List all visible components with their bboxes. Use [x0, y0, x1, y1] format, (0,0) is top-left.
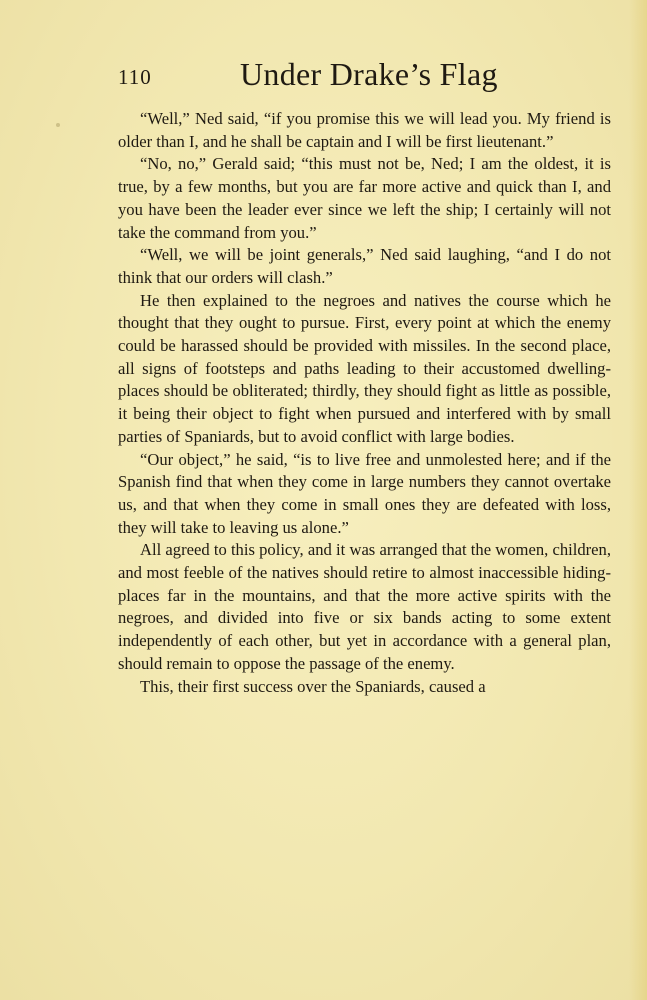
paragraph: “Well, we will be joint generals,” Ned said laughing, “and I do not think that our orders will clash.” — [118, 245, 611, 287]
running-title: Under Drake’s Flag — [240, 56, 498, 92]
paragraph: “No, no,” Gerald said; “this must not be, Ned; I am the oldest, it is true, by a few months, but you are far more active and quick than I, and you have been the leader ever since we left the ship; I certainly will not take the command from you.” — [118, 154, 611, 242]
paragraph: He then explained to the negroes and natives the course which he thought that they ought to pursue. First, every point at which the enemy could be harassed should be provided with missiles. In the second place, all signs of footsteps and paths leading to their accustomed dwelling-places should be obliterated; thirdly, they should fight as little as possible, it being their object to fight when pursued and interfered with by small parties of Spaniards, but to avoid conflict with large bodies. — [118, 290, 611, 446]
body-text — [118, 108, 611, 698]
page-smudge — [56, 123, 60, 127]
running-header — [118, 54, 612, 98]
page-number: 110 — [118, 65, 152, 89]
paragraph: All agreed to this policy, and it was arranged that the women, children, and most feeble of the natives should retire to almost inaccessible hiding-places far in the mountains, and that the more active spirits with the negroes, and divided into five or six bands acting to some extent independently of each other, but yet in accordance with a general plan, should remain to oppose the passage of the enemy. — [118, 540, 611, 673]
paragraph: This, their first success over the Spaniards, caused a — [140, 676, 486, 696]
paragraph: “Well,” Ned said, “if you promise this we will lead you. My friend is older than I, and he shall be captain and I will be first lieutenant.” — [118, 109, 611, 151]
paragraph: “Our object,” he said, “is to live free and unmolested here; and if the Spanish find that when they come in large numbers they cannot overtake us, and that when they come in small ones they are defeated with loss, they will take to leaving us alone.” — [118, 449, 611, 537]
